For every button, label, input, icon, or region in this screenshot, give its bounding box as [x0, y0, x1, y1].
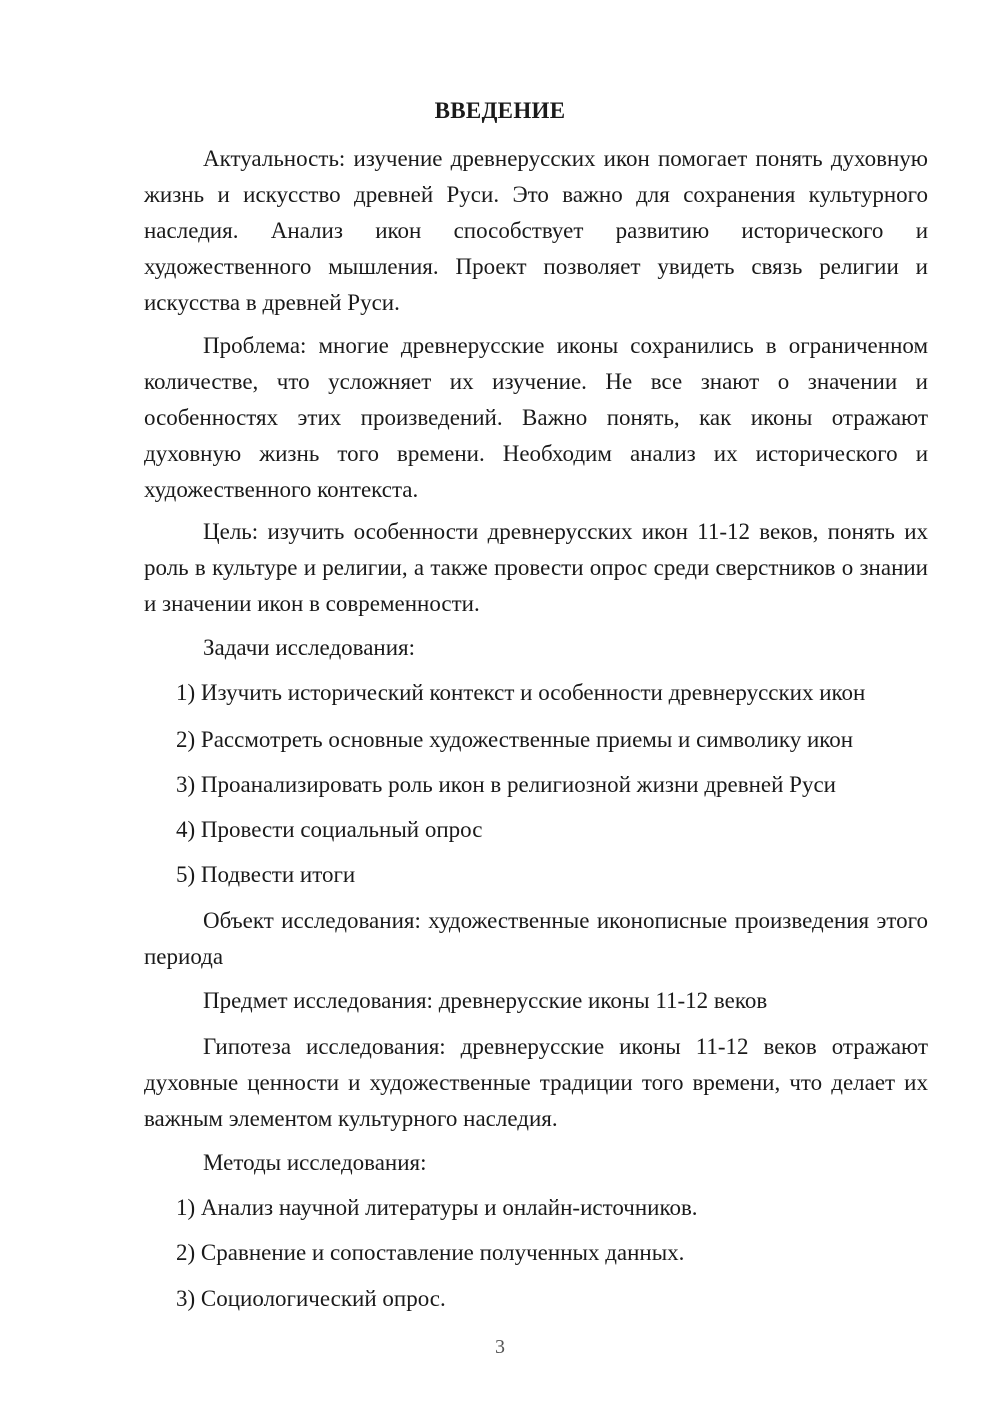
relevance-paragraph: Актуальность: изучение древнерусских икон помогает понять духовную жизнь и искусство древней Руси. Это важно для сохранения культурного наследия. Анализ икон способствует развитию исторического и художественного мышления. Проект позволяет увидеть связь религии и искусства в древней Руси. [144, 146, 928, 315]
method-item-1: 1) Анализ научной литературы и онлайн-источников. [176, 1195, 698, 1220]
method-item-3: 3) Социологический опрос. [176, 1286, 446, 1311]
page-title: ВВЕДЕНИЕ [434, 98, 566, 123]
tasks-heading: Задачи исследования: [203, 635, 416, 660]
task-item-3: 3) Проанализировать роль икон в религиозной жизни древней Руси [176, 772, 836, 797]
task-item-5: 5) Подвести итоги [176, 862, 356, 887]
problem-paragraph: Проблема: многие древнерусские иконы сохранились в ограниченном количестве, что усложняет их изучение. Не все знают о значении и особенностях этих произведений. Важно понять, как иконы отражают духовную жизнь того времени. Необходим анализ их исторического и художественного контекста. [144, 333, 928, 502]
task-item-2: 2) Рассмотреть основные художественные приемы и символику икон [176, 727, 854, 752]
hypothesis-paragraph: Гипотеза исследования: древнерусские иконы 11-12 веков отражают духовные ценности и художественные традиции того времени, что делает их важным элементом культурного наследия. [144, 1034, 928, 1131]
object-paragraph: Объект исследования: художественные иконописные произведения этого периода [144, 908, 928, 969]
page-number: 3 [495, 1336, 505, 1358]
task-item-4: 4) Провести социальный опрос [176, 817, 483, 842]
goal-paragraph: Цель: изучить особенности древнерусских икон 11-12 веков, понять их роль в культуре и религии, а также провести опрос среди сверстников о знании и значении икон в современности. [144, 519, 928, 616]
task-item-1: 1) Изучить исторический контекст и особенности древнерусских икон [176, 680, 866, 705]
methods-heading: Методы исследования: [203, 1150, 427, 1175]
subject-paragraph: Предмет исследования: древнерусские иконы 11-12 веков [203, 988, 768, 1013]
method-item-2: 2) Сравнение и сопоставление полученных данных. [176, 1240, 685, 1265]
